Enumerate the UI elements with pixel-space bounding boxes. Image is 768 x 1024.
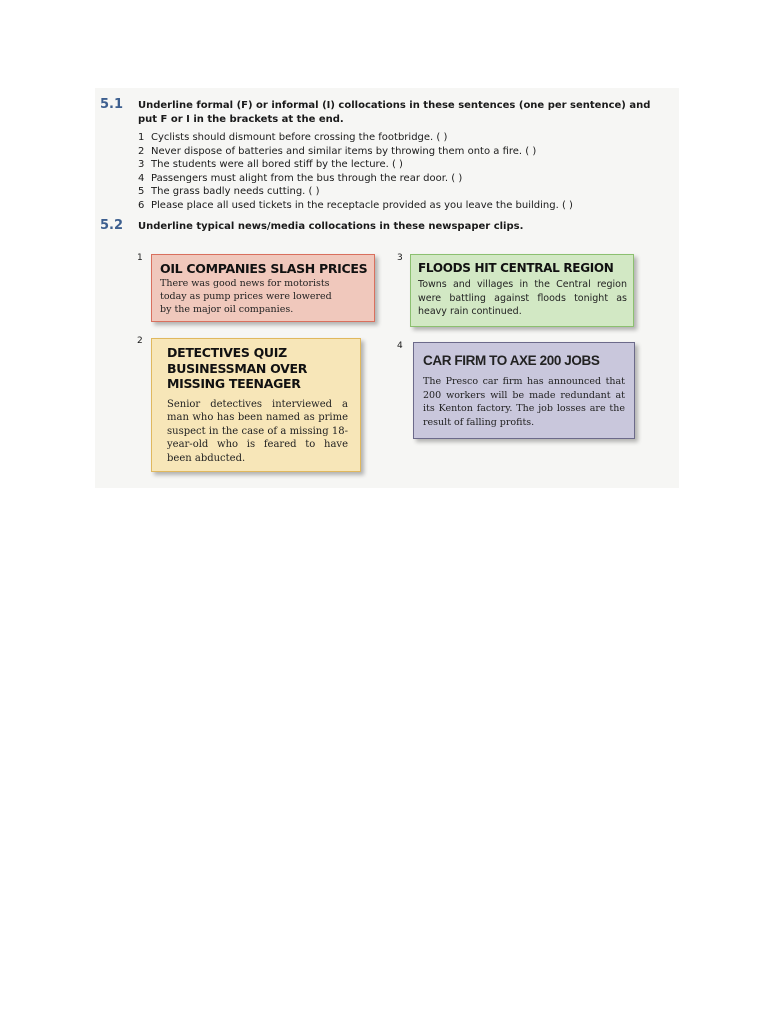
clip-body: There was good news for motorists today as pump prices were lowered by the major oil companies.: [160, 278, 332, 315]
item-text: Cyclists should dismount before crossing the footbridge. ( ): [151, 132, 448, 143]
clip-headline: CAR FIRM TO AXE 200 JOBS: [423, 353, 600, 368]
item-number: 5: [138, 186, 145, 197]
list-item: [138, 199, 573, 213]
item-number: 1: [138, 132, 145, 143]
clip-body: Senior detectives interviewed a man who has been named as prime suspect in the case of a missing 18-year-old who is feared to have been abducted.: [167, 398, 348, 464]
list-item: [138, 185, 573, 199]
clip-headline: DETECTIVES QUIZ BUSINESSMAN OVER MISSING TEENAGER: [167, 345, 308, 391]
exercise-instruction-5-1: Underline formal (F) or informal (I) collocations in these sentences (one per sentence) and put F or I in the brackets at the end.: [138, 100, 651, 125]
sentence-list: [138, 131, 573, 212]
clip-number-1: 1: [137, 253, 143, 263]
list-item: [138, 172, 573, 186]
clip-body: The Presco car firm has announced that 200 workers will be made redundant at its Kenton factory. The job losses are the result of falling profits.: [423, 376, 625, 428]
item-text: Never dispose of batteries and similar items by throwing them onto a fire. ( ): [151, 145, 537, 157]
newspaper-clip-detectives: [151, 338, 361, 472]
item-text: The grass badly needs cutting. ( ): [151, 186, 320, 197]
item-number: 4: [138, 172, 145, 184]
newspaper-clip-car-firm: [413, 342, 635, 439]
item-text: Please place all used tickets in the receptacle provided as you leave the building. ( ): [151, 199, 573, 211]
clip-number-3: 3: [397, 253, 403, 263]
exercise-page: [95, 88, 679, 488]
exercise-instruction-5-2: Underline typical news/media collocations in these newspaper clips.: [138, 221, 524, 232]
exercise-number-5-1: 5.1: [100, 97, 124, 112]
item-text: The students were all bored stiff by the lecture. ( ): [151, 159, 403, 170]
clip-body: Towns and villages in the Central region were battling against floods tonight as heavy rain continued.: [418, 279, 627, 317]
newspaper-clip-oil-companies: [151, 254, 375, 322]
clip-headline: OIL COMPANIES SLASH PRICES: [160, 261, 368, 276]
clip-number-4: 4: [397, 341, 403, 351]
list-item: [138, 158, 573, 172]
list-item: [138, 131, 573, 145]
exercise-number-5-2: 5.2: [100, 218, 124, 233]
clip-number-2: 2: [137, 336, 143, 346]
item-number: 6: [138, 199, 145, 211]
item-text: Passengers must alight from the bus through the rear door. ( ): [151, 172, 463, 184]
item-number: 3: [138, 159, 145, 170]
item-number: 2: [138, 145, 145, 157]
newspaper-clip-floods: [410, 254, 634, 327]
clip-headline: FLOODS HIT CENTRAL REGION: [418, 261, 614, 275]
list-item: [138, 145, 573, 159]
